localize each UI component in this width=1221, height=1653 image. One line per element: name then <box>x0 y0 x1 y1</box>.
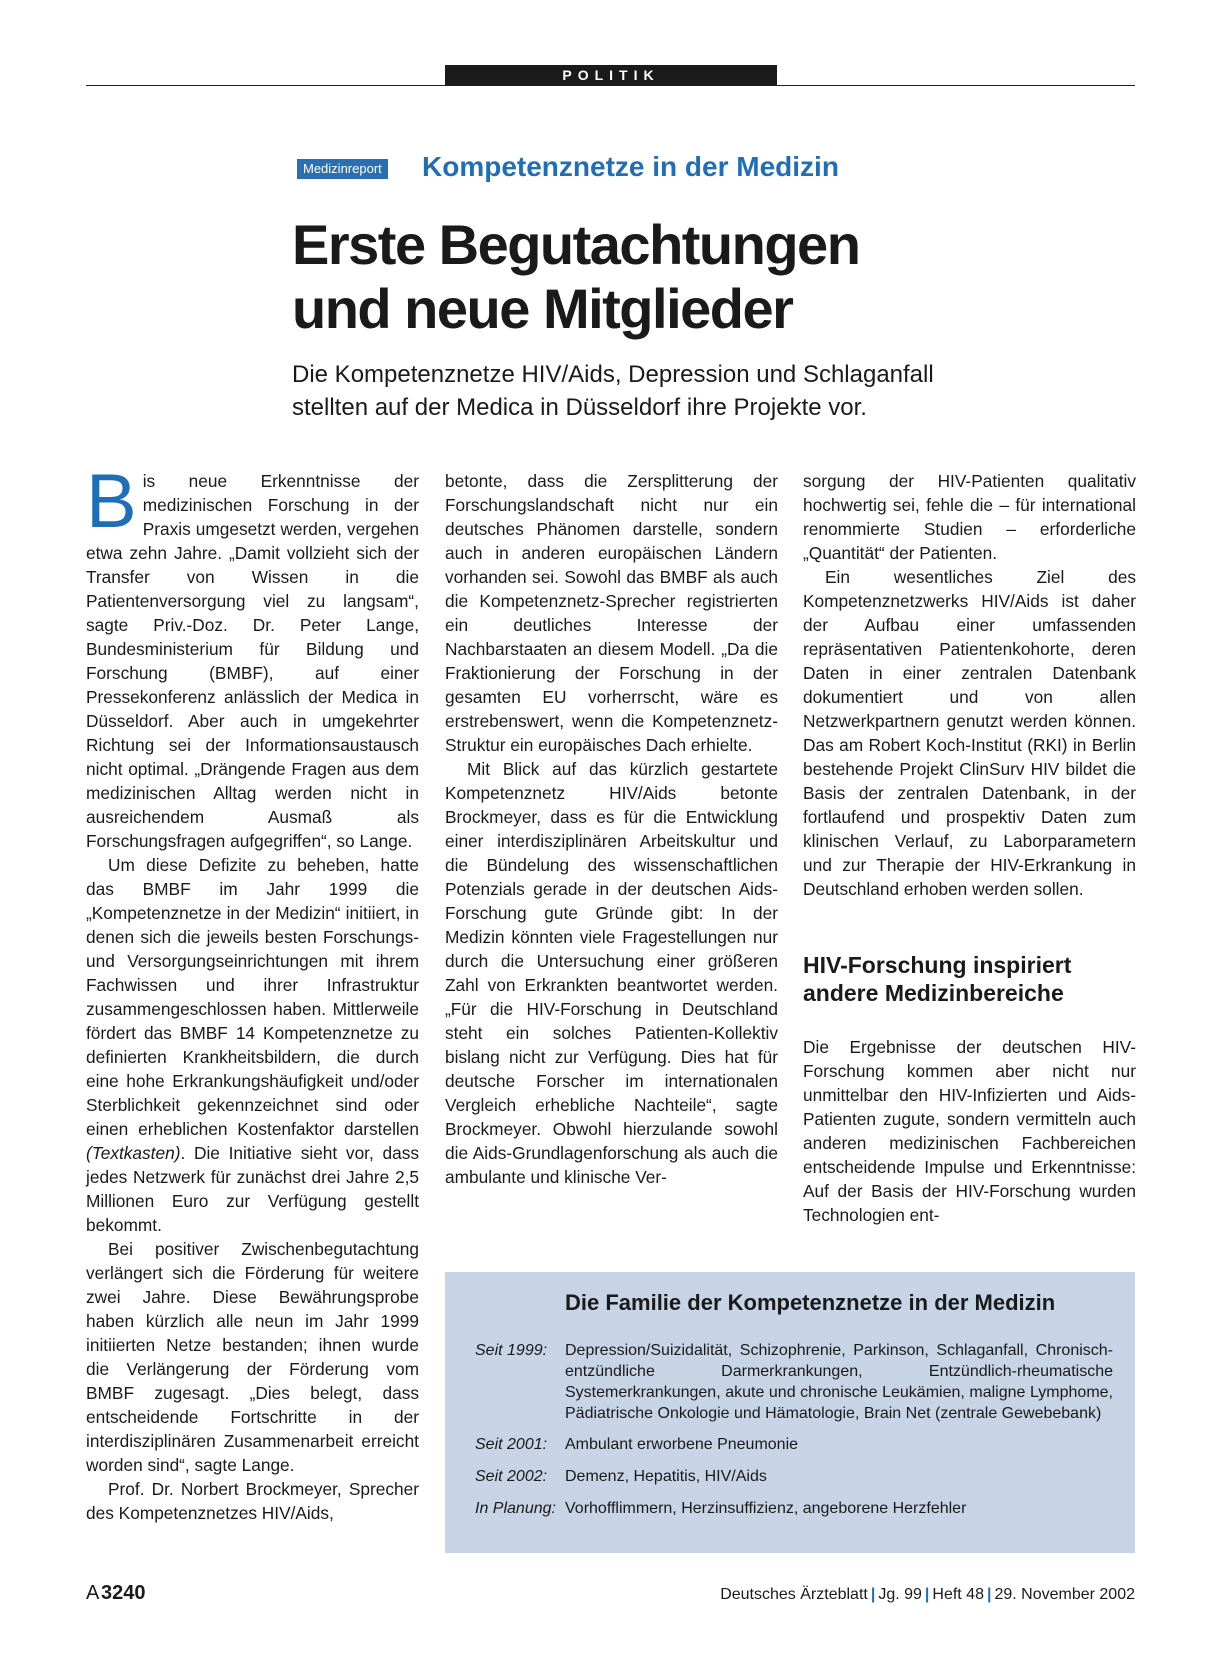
category-tag: Medizinreport <box>297 159 388 179</box>
article-kicker: Kompetenznetze in der Medizin <box>422 151 839 182</box>
journal-issue: Heft 48 <box>932 1586 984 1603</box>
subhead-line-2: stellten auf der Medica in Düsseldorf ihre Projekte vor. <box>292 394 867 421</box>
info-box-label: Seit 2001: <box>475 1436 548 1453</box>
text-column-2 <box>445 469 778 1189</box>
headline-line-1: Erste Begutachtungen <box>292 213 860 276</box>
info-box-text: Demenz, Hepatitis, HIV/Aids <box>565 1468 767 1485</box>
page-number: A 3240 <box>86 1582 146 1604</box>
section-subheading: HIV-Forschung inspiriert andere Medizinbereiche <box>803 952 1072 1006</box>
info-box-label: Seit 1999: <box>475 1342 548 1359</box>
header-rule <box>86 85 1135 86</box>
info-box <box>445 1272 1135 1553</box>
info-box-label: In Planung: <box>475 1500 556 1517</box>
headline-line-2: und neue Mitglieder <box>292 277 793 340</box>
paragraph: Prof. Dr. Norbert Brockmeyer, Sprecher des Kompetenznetzes HIV/Aids, <box>86 1479 419 1523</box>
article-subhead <box>292 358 1052 424</box>
drop-cap: B <box>86 459 137 544</box>
info-box-title: Die Familie der Kompetenznetze in der Medizin <box>565 1290 1056 1315</box>
section-label: POLITIK <box>445 65 777 85</box>
article-headline <box>292 213 1112 341</box>
paragraph: Bei positiver Zwischenbegutachtung verlängert sich die Förderung für weitere zwei Jahre. Diese Bewährungsprobe haben kürzlich alle neun im Jahr 1999 initiierten Netze bestanden; ihnen wurde die Verlängerung der Förderung vom BMBF zugesagt. „Dies belegt, dass entscheidende Fortschritte in der interdisziplinären Zusammenarbeit erreicht worden sind“, sagte Lange. <box>86 1239 419 1475</box>
textbox-reference: (Textkasten) <box>86 1143 181 1163</box>
journal-date: 29. November 2002 <box>994 1586 1135 1603</box>
paragraph: sorgung der HIV-Patienten qualitativ hochwertig sei, fehle die – für international renommierte Studien – erforderliche „Quantität“ der Patienten. <box>803 471 1136 563</box>
paragraph: Um diese Defizite zu beheben, hatte das BMBF im Jahr 1999 die „Kompetenznetze in der Medizin“ initiiert, in denen sich die jeweils besten Forschungs- und Versorgungseinrichtungen mit ihrem Fachwissen und ihrer Infrastruktur zusammengeschlossen haben. Mittlerweile fördert das BMBF 14 Kompetenznetze zu definierten Krankheitsbildern, die durch eine hohe Erkrankungshäufigkeit und/oder Sterblichkeit gekennzeichnet sind oder einen erheblichen Kostenfaktor darstellen (Textkasten). Die Initiative sieht vor, dass jedes Netzwerk für zunächst drei Jahre 2,5 Millionen Euro zur Verfügung gestellt bekommt. <box>86 855 419 1235</box>
paragraph: Die Ergebnisse der deutschen HIV-Forschung kommen aber nicht nur unmittelbar den HIV-Infizierten und Aids-Patienten zugute, sondern vermitteln auch anderen medizinischen Fachbereichen entscheidende Impulse und Erkenntnisse: Auf der Basis der HIV-Forschung wurden Technologien ent- <box>803 1037 1136 1225</box>
journal-volume: Jg. 99 <box>878 1586 922 1603</box>
paragraph: Mit Blick auf das kürzlich gestartete Kompetenznetz HIV/Aids betonte Brockmeyer, dass es für die Entwicklung einer interdisziplinären Arbeitskultur und die Bündelung des wissenschaftlichen Potenzials gerade in der deutschen Aids-Forschung gute Gründe gibt: In der Medizin könnten viele Fragestellungen nur durch die Untersuchung einer größeren Zahl von Erkrankten beantwortet werden. „Für die HIV-Forschung in Deutschland steht ein solches Patienten-Kollektiv bislang nicht zur Verfügung. Dies hat für deutsche Forscher im internationalen Vergleich erhebliche Nachteile“, sagte Brockmeyer. Obwohl hierzulande sowohl die Aids-Grundlagenforschung als auch die ambulante und klinische Ver- <box>445 759 778 1187</box>
info-box-text: Depression/Suizidalität, Schizophrenie, Parkinson, Schlaganfall, Chronisch-entzündliche Darmerkrankungen, Entzündlich-rheumatische Systemerkrankungen, akute und chronische Leukämien, maligne Lymphome, Pädiatrische Onkologie und Hämatologie, Brain Net (zentrale Gewebebank) <box>565 1342 1113 1422</box>
journal-name: Deutsches Ärzteblatt <box>720 1586 868 1603</box>
paragraph: Bis neue Erkenntnisse der medizinischen Forschung in der Praxis umgesetzt werden, vergehen etwa zehn Jahre. „Damit vollzieht sich der Transfer von Wissen in die Patientenversorgung viel zu langsam“, sagte Priv.-Doz. Dr. Peter Lange, Bundesministerium für Bildung und Forschung (BMBF), auf einer Pressekonferenz anlässlich der Medica in Düsseldorf. Aber auch in umgekehrter Richtung sei der Informationsaustausch nicht optimal. „Drängende Fragen aus dem medizinischen Alltag werden nicht in ausreichendem Ausmaß als Forschungsfragen aufgegriffen“, so Lange. <box>86 459 419 851</box>
info-box-text: Ambulant erworbene Pneumonie <box>565 1436 799 1453</box>
paragraph: Ein wesentliches Ziel des Kompetenznetzwerks HIV/Aids ist daher der Aufbau einer umfassenden repräsentativen Patientenkohorte, deren Daten in einer zentralen Datenbank dokumentiert und von allen Netzwerkpartnern genutzt werden können. Das am Robert Koch-Institut (RKI) in Berlin bestehende Projekt ClinSurv HIV bildet die Basis der zentralen Datenbank, in der fortlaufend und prospektiv Daten zum klinischen Verlauf, zu Laborparametern und zur Therapie der HIV-Erkrankung in Deutschland erhoben werden sollen. <box>803 567 1136 899</box>
paragraph: betonte, dass die Zersplitterung der Forschungslandschaft nicht nur ein deutsches Phänomen darstelle, sondern auch in anderen europäischen Ländern vorhanden sei. Sowohl das BMBF als auch die Kompetenznetz-Sprecher registrierten ein deutliches Interesse der Nachbarstaaten an diesem Modell. „Da die Fraktionierung der Forschung in der gesamten EU vorherrscht, wäre es erstrebenswert, wenn die Kompetenznetz-Struktur ein europäisches Dach erhielte. <box>445 471 778 755</box>
info-box-label: Seit 2002: <box>475 1468 548 1485</box>
info-box-text: Vorhofflimmern, Herzinsuffizienz, angeborene Herzfehler <box>565 1500 967 1517</box>
text-column-1 <box>86 459 419 1525</box>
subhead-line-1: Die Kompetenznetze HIV/Aids, Depression und Schlaganfall <box>292 361 934 388</box>
text-column-3 <box>803 469 1136 1227</box>
journal-citation: Deutsches Ärzteblatt | Jg. 99 | Heft 48 | 29. November 2002 <box>720 1586 1135 1603</box>
